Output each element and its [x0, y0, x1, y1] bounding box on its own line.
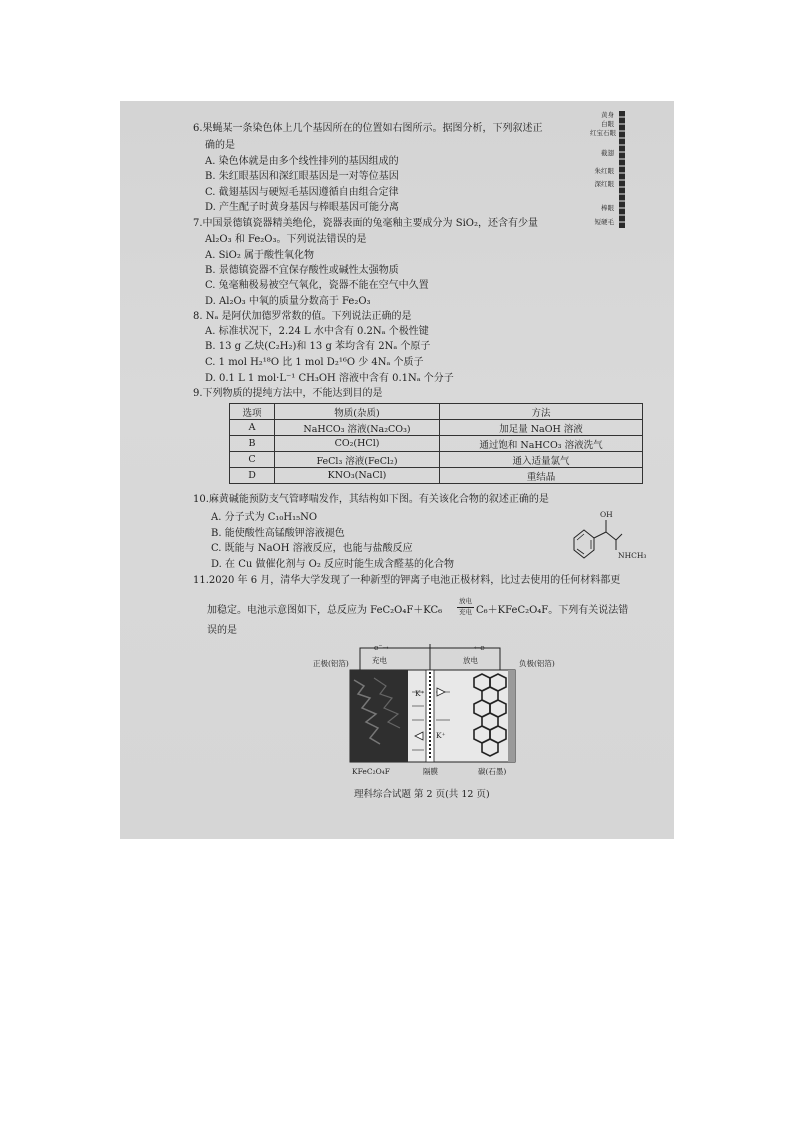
q7-stem-line2: Al₂O₃ 和 Fe₂O₃。下列说法错误的是 — [205, 234, 367, 245]
q10-option-a: A. 分子式为 C₁₀H₁₅NO — [211, 512, 318, 523]
table-row — [230, 420, 643, 436]
cell-option: D — [230, 468, 275, 484]
cell-substance: NaHCO₃ 溶液(Na₂CO₃) — [275, 420, 440, 436]
q10-option-b: B. 能使酸性高锰酸钾溶液褪色 — [211, 528, 345, 539]
table-row — [230, 436, 643, 452]
oh-label: OH — [600, 510, 613, 519]
reaction-arrow-top: 放电 — [459, 597, 472, 605]
graphite-label: 碳(石墨) — [478, 767, 507, 776]
q6-stem-line2: 确的是 — [205, 140, 235, 151]
nhch3-label: NHCH₃ — [618, 551, 647, 560]
cell-method: 通入适量氯气 — [440, 452, 643, 468]
q8-option-c: C. 1 mol H₂¹⁸O 比 1 mol D₂¹⁶O 少 4Nₐ 个质子 — [205, 357, 424, 368]
q7-stem-line1: 7.中国景德镇瓷器精美绝伦，瓷器表面的兔毫釉主要成分为 SiO₂，还含有少量 — [193, 218, 538, 229]
q11-stem-line3: 误的是 — [207, 625, 237, 636]
q9-stem: 9.下列物质的提纯方法中，不能达到目的是 — [193, 388, 383, 399]
discharge-label: 放电 — [463, 656, 478, 665]
chromosome-figure — [619, 111, 625, 228]
table-row — [230, 468, 643, 484]
gene-label: 朱红眼 — [594, 167, 614, 175]
gene-label: 棒眼 — [601, 204, 614, 212]
q6-stem-line1: 6.果蝇某一条染色体上几个基因所在的位置如右图所示。据图分析，下列叙述正 — [193, 123, 543, 134]
positive-electrode-label: 正极(铝箔) — [313, 659, 349, 668]
cell-option: C — [230, 452, 275, 468]
q6-option-a: A. 染色体就是由多个线性排列的基因组成的 — [205, 156, 399, 167]
gene-label: 红宝石眼 — [590, 129, 616, 137]
cell-substance: KNO₃(NaCl) — [275, 468, 440, 484]
header-option: 选项 — [230, 404, 275, 420]
q6-option-c: C. 截翅基因与硬短毛基因遵循自由组合定律 — [205, 187, 399, 198]
q10-stem: 10.麻黄碱能预防支气管哮喘发作，其结构如下图。有关该化合物的叙述正确的是 — [193, 494, 549, 505]
cell-method: 加足量 NaOH 溶液 — [440, 420, 643, 436]
q7-option-b: B. 景德镇瓷器不宜保存酸性或碱性太强物质 — [205, 265, 399, 276]
electron-arrow-right: ←e — [474, 643, 485, 652]
cell-substance: FeCl₃ 溶液(FeCl₂) — [275, 452, 440, 468]
q8-option-a: A. 标准状况下，2.24 L 水中含有 0.2Nₐ 个极性键 — [205, 326, 429, 337]
battery-diagram — [340, 640, 530, 770]
gene-label: 白眼 — [601, 120, 614, 128]
q6-option-d: D. 产生配子时黄身基因与棒眼基因可能分离 — [205, 202, 400, 213]
table-header-row — [230, 404, 643, 420]
negative-electrode-label: 负极(铝箔) — [519, 659, 555, 668]
header-substance: 物质(杂质) — [275, 404, 440, 420]
cell-option: A — [230, 420, 275, 436]
q10-option-d: D. 在 Cu 做催化剂与 O₂ 反应时能生成含醛基的化合物 — [211, 559, 455, 570]
gene-label: 短硬毛 — [594, 218, 614, 226]
table-row — [230, 452, 643, 468]
q6-option-b: B. 朱红眼基因和深红眼基因是一对等位基因 — [205, 171, 399, 182]
q11-stem-line2a: 加稳定。电池示意图如下，总反应为 FeC₂O₄F＋KC₆ — [207, 605, 443, 616]
gene-label: 黄身 — [601, 111, 614, 119]
gene-label: 深红眼 — [594, 180, 614, 188]
cell-method: 重结晶 — [440, 468, 643, 484]
cell-option: B — [230, 436, 275, 452]
q7-option-d: D. Al₂O₃ 中氧的质量分数高于 Fe₂O₃ — [205, 296, 371, 307]
q8-option-b: B. 13 g 乙炔(C₂H₂)和 13 g 苯均含有 2Nₐ 个原子 — [205, 341, 431, 352]
electron-arrow-left: e⁻→ — [374, 643, 389, 652]
k-ion-label: K⁺ — [415, 689, 425, 698]
q7-option-a: A. SiO₂ 属于酸性氧化物 — [205, 250, 315, 261]
cathode-material-label: KFeC₂O₄F — [352, 767, 390, 776]
q8-option-d: D. 0.1 L 1 mol·L⁻¹ CH₃OH 溶液中含有 0.1Nₐ 个分子 — [205, 373, 454, 384]
k-ion-label: K⁺ — [436, 731, 446, 740]
separator-label: 隔膜 — [423, 767, 438, 776]
q11-stem-line1: 11.2020 年 6 月，清华大学发现了一种新型的钾离子电池正极材料，比过去使用的任何材料都更 — [193, 575, 621, 586]
charge-label: 充电 — [372, 656, 387, 665]
q8-stem: 8. Nₐ 是阿伏加德罗常数的值。下列说法正确的是 — [193, 311, 412, 322]
q7-option-c: C. 兔毫釉极易被空气氧化，瓷器不能在空气中久置 — [205, 280, 429, 291]
q11-stem-line2b: C₆＋KFeC₂O₄F。下列有关说法错 — [476, 605, 629, 616]
q10-option-c: C. 既能与 NaOH 溶液反应，也能与盐酸反应 — [211, 543, 413, 554]
gene-label: 截翅 — [601, 149, 614, 157]
purification-table — [229, 403, 643, 484]
page-footer: 理科综合试题 第 2 页(共 12 页) — [354, 789, 490, 800]
header-method: 方法 — [440, 404, 643, 420]
cell-method: 通过饱和 NaHCO₃ 溶液洗气 — [440, 436, 643, 452]
cell-substance: CO₂(HCl) — [275, 436, 440, 452]
reaction-arrow-bottom: 充电 — [459, 608, 472, 616]
